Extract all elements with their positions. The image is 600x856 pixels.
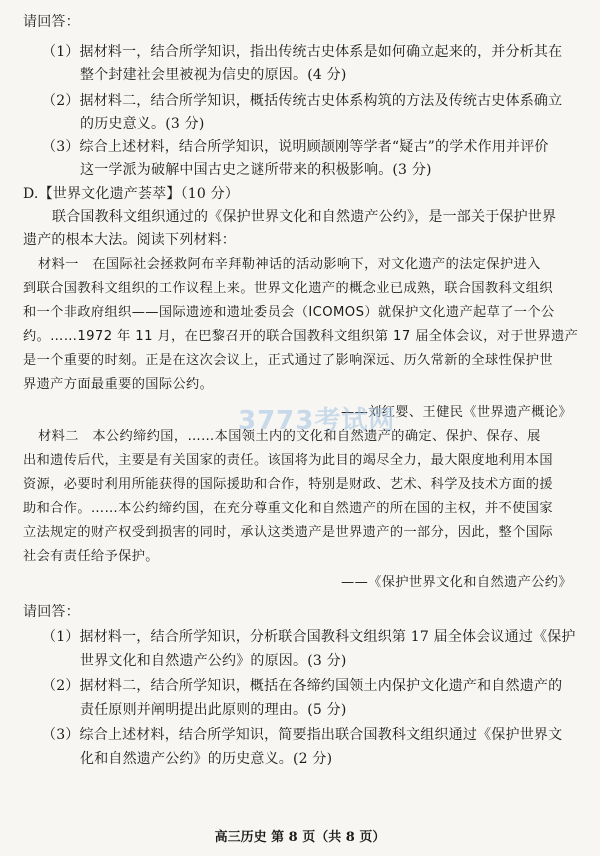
section-d-q1-line1: （1）据材料一，结合所学知识，分析联合国教科文组织第 17 届全体会议通过《保护	[42, 629, 576, 645]
page-footer: 高三历史 第 8 页（共 8 页）	[214, 830, 386, 845]
section-d-q2-line1: （2）据材料二，结合所学知识，概括在各缔约国领土内保护文化遗产和自然遗产的	[42, 678, 563, 694]
material-2-line4: 助和合作。……本公约缔约国，在充分尊重文化和自然遗产的所在国的主权，并不使国家	[23, 501, 553, 516]
section-d-q2-line2: 责任原则并阐明提出此原则的理由。(5 分)	[80, 702, 347, 718]
section-c-q3-line1: （3）综合上述材料，结合所学知识，说明顾颉刚等学者“疑古”的学术作用并评价	[42, 139, 549, 155]
material-2-line5: 立法规定的财产权受到损害的同时，承认这类遗产是世界遗产的一部分，因此，整个国际	[23, 525, 553, 540]
material-2-line3: 资源，必要时利用所能获得的国际援助和合作，特别是财政、艺术、科学及技术方面的援	[23, 477, 553, 492]
material-1-line1: 材料一 在国际社会拯救阿布辛拜勒神话的活动影响下，对文化遗产的法定保护进入	[38, 257, 541, 272]
section-c-q1-line2: 整个封建社会里被视为信史的原因。(4 分)	[80, 67, 347, 83]
material-1-source: ——刘红婴、王健民《世界遗产概论》	[341, 405, 572, 420]
section-d-q3-line1: （3）综合上述材料，结合所学知识，简要指出联合国教科文组织通过《保护世界文	[42, 727, 563, 743]
section-c-q2-line1: （2）据材料二，结合所学知识，概括传统古史体系构筑的方法及传统古史体系确立	[42, 93, 563, 109]
section-d-heading: D.【世界文化遗产荟萃】（10 分）	[23, 186, 240, 202]
section-d-intro-line2: 遗产的根本大法。阅读下列材料：	[23, 232, 236, 248]
section-c-q2-line2: 的历史意义。(3 分)	[80, 116, 205, 132]
section-d-prompt: 请回答：	[23, 604, 80, 620]
section-d-q3-line2: 化和自然遗产公约》的历史意义。(2 分)	[80, 751, 333, 767]
material-2-line2: 出和遗传后代，主要是有关国家的责任。该国将为此目的竭尽全力，最大限度地利用本国	[23, 453, 553, 468]
section-c-q3-line2: 这一学派为破解中国古史之谜所带来的积极影响。(3 分)	[80, 162, 432, 178]
material-1-line2: 到联合国教科文组织的工作议程上来。世界文化遗产的概念业已成熟，联合国教科文组织	[23, 281, 553, 296]
section-c-q1-line1: （1）据材料一，结合所学知识，指出传统古史体系是如何确立起来的，并分析其在	[42, 44, 563, 60]
section-d-intro-line1: 联合国教科文组织通过的《保护世界文化和自然遗产公约》，是一部关于保护世界	[52, 209, 557, 225]
material-2-line1: 材料二 本公约缔约国，……本国领土内的文化和自然遗产的确定、保护、保存、展	[38, 429, 541, 444]
material-1-line5: 是一个重要的时刻。正是在这次会议上，正式通过了影响深远、历久常新的全球性保护世	[23, 353, 553, 368]
material-1-line3: 和一个非政府组织——国际遗迹和遗址委员会（ICOMOS）就保护文化遗产起草了一个公	[23, 305, 555, 320]
site-watermark: 3773考试网	[238, 406, 396, 436]
section-c-prompt: 请回答：	[23, 14, 80, 30]
material-1-line4: 约。……1972 年 11 月，在巴黎召开的联合国教科文组织第 17 届全体会议，对于世界遗产	[23, 329, 579, 344]
material-1-line6: 界遗产方面最重要的国际公约。	[23, 377, 214, 392]
material-2-line6: 社会有责任给予保护。	[23, 549, 159, 564]
material-2-source: ——《保护世界文化和自然遗产公约》	[341, 575, 572, 590]
section-d-q1-line2: 世界文化和自然遗产公约》的原因。(3 分)	[80, 653, 347, 669]
